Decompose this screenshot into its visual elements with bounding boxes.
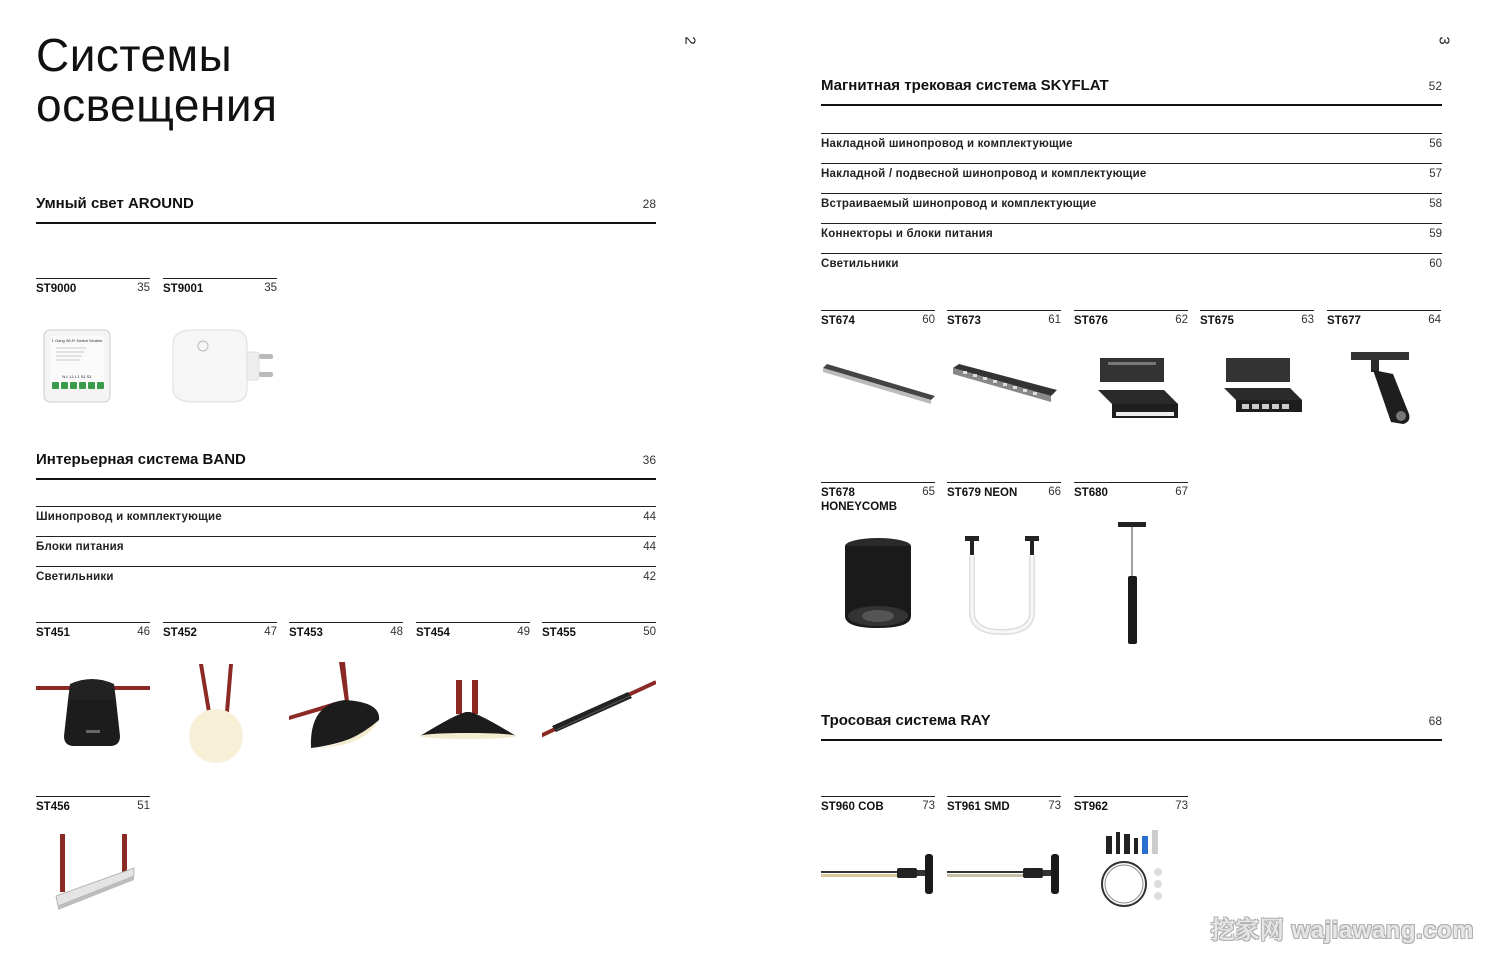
st680-image <box>1074 520 1188 648</box>
watermark: 挖家网 wajiawang.com <box>1210 917 1474 944</box>
product-st961-smd[interactable]: ST961 SMD 73 <box>947 796 1061 797</box>
page-number-right: 3 <box>1435 36 1453 45</box>
page-number-left: 2 <box>681 36 699 45</box>
st673-image <box>947 360 1061 410</box>
st960-image <box>821 850 935 900</box>
divider <box>821 104 1442 106</box>
product-st454[interactable]: ST454 49 <box>416 622 530 623</box>
divider <box>36 222 656 224</box>
toc-row-page: 44 <box>643 511 656 523</box>
toc-row-page: 44 <box>643 541 656 553</box>
st961-image <box>947 850 1061 900</box>
smart-plug-image <box>163 324 277 408</box>
product-st452[interactable]: ST452 47 <box>163 622 277 623</box>
toc-row-page: 60 <box>1429 258 1442 270</box>
st679-image <box>947 532 1061 638</box>
product-st962[interactable]: ST962 73 <box>1074 796 1188 797</box>
switch-module-image <box>36 326 116 406</box>
section-title-skyflat[interactable]: Магнитная трековая система SKYFLAT <box>821 77 1109 94</box>
section-title-ray[interactable]: Тросовая система RAY <box>821 712 991 729</box>
divider <box>821 133 1442 134</box>
toc-row-label[interactable]: Накладной / подвесной шинопровод и комплектующие <box>821 168 1147 180</box>
divider <box>821 739 1442 741</box>
divider <box>821 193 1442 194</box>
product-st675[interactable]: ST675 63 <box>1200 310 1314 311</box>
product-st455[interactable]: ST455 50 <box>542 622 656 623</box>
toc-row-label[interactable]: Шинопровод и комплектующие <box>36 511 222 523</box>
product-st673[interactable]: ST673 61 <box>947 310 1061 311</box>
product-st677[interactable]: ST677 64 <box>1327 310 1441 311</box>
divider <box>36 478 656 480</box>
toc-row-page: 57 <box>1429 168 1442 180</box>
product-st676[interactable]: ST676 62 <box>1074 310 1188 311</box>
svg-text:N L L1 L1 S1 S1: N L L1 L1 S1 S1 <box>62 374 92 379</box>
product-st453[interactable]: ST453 48 <box>289 622 403 623</box>
st456-image <box>36 834 150 914</box>
toc-row-label[interactable]: Светильники <box>36 571 114 583</box>
st676-image <box>1074 354 1188 424</box>
toc-row-label[interactable]: Светильники <box>821 258 899 270</box>
section-page-around: 28 <box>642 197 656 211</box>
divider <box>821 253 1442 254</box>
divider <box>821 223 1442 224</box>
product-st680[interactable]: ST680 67 <box>1074 482 1188 483</box>
st451-image <box>36 670 150 754</box>
toc-row-page: 58 <box>1429 198 1442 210</box>
toc-row-label[interactable]: Накладной шинопровод и комплектующие <box>821 138 1073 150</box>
product-st451[interactable]: ST451 46 <box>36 622 150 623</box>
st452-image <box>163 662 277 766</box>
product-st9000[interactable]: ST9000 35 1 Gang Wi-Fi Switch Module N L L1 L1 S1 S1 <box>36 278 150 279</box>
toc-row-label[interactable]: Блоки питания <box>36 541 124 553</box>
product-st960-cob[interactable]: ST960 COB 73 <box>821 796 935 797</box>
toc-row-label[interactable]: Встраиваемый шинопровод и комплектующие <box>821 198 1097 210</box>
toc-row-page: 56 <box>1429 138 1442 150</box>
section-page-skyflat: 52 <box>1428 79 1442 93</box>
st677-image <box>1327 348 1441 428</box>
divider <box>36 536 656 537</box>
st678-image <box>821 532 935 632</box>
product-st678-honeycomb[interactable]: ST678 HONEYCOMB 65 <box>821 482 935 483</box>
st453-image <box>289 662 403 754</box>
divider <box>36 506 656 507</box>
toc-row-label[interactable]: Коннекторы и блоки питания <box>821 228 993 240</box>
divider <box>821 163 1442 164</box>
divider <box>36 566 656 567</box>
section-page-band: 36 <box>642 453 656 467</box>
st675-image <box>1200 354 1314 424</box>
product-st674[interactable]: ST674 60 <box>821 310 935 311</box>
toc-row-page: 59 <box>1429 228 1442 240</box>
section-page-ray: 68 <box>1428 714 1442 728</box>
st962-image <box>1074 828 1188 910</box>
product-st679-neon[interactable]: ST679 NEON 66 <box>947 482 1061 483</box>
page-title: Системы освещения <box>36 29 278 131</box>
svg-text:1 Gang Wi-Fi Switch Module: 1 Gang Wi-Fi Switch Module <box>51 338 103 343</box>
product-st9001[interactable]: ST9001 35 <box>163 278 277 279</box>
product-st456[interactable]: ST456 51 <box>36 796 150 797</box>
section-title-around[interactable]: Умный свет AROUND <box>36 195 194 212</box>
st454-image <box>416 678 530 742</box>
toc-row-page: 42 <box>643 571 656 583</box>
st455-image <box>542 678 656 742</box>
st674-image <box>821 360 935 410</box>
section-title-band[interactable]: Интерьерная система BAND <box>36 451 246 468</box>
